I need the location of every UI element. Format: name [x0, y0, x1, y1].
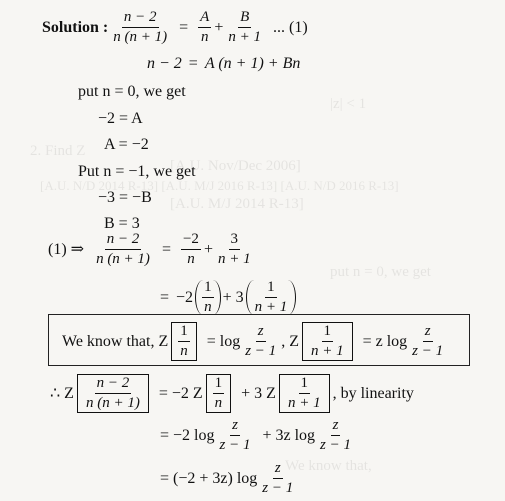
fraction: $\frac{z}{z - 1}$ — [245, 323, 277, 359]
fraction: $\frac{z}{z - 1}$ — [219, 417, 251, 453]
bracket — [206, 374, 232, 413]
ghost-text: |z| < 1 — [330, 96, 367, 112]
equation-line: = (−2 + 3z) log $\frac{z}{z - 1}$ — [160, 460, 294, 496]
parenthesis — [195, 280, 221, 315]
equation-line: = −2 $\frac{1}{n}$ + 3 $\frac{1}{n + 1}$ — [160, 280, 298, 315]
fraction: $\frac{n - 2}{n (n + 1)}$ — [113, 9, 168, 45]
solution-line: Solution : $\frac{n - 2}{n (n + 1)}$ = $\frac{A}{n}$ + $\frac{B}{n + 1}$ ... (1) — [42, 9, 308, 45]
equation-line: B = 3 — [104, 215, 140, 232]
ghost-text: We know that, — [285, 458, 372, 474]
fraction: $\frac{n - 2}{n (n + 1)}$ — [85, 375, 140, 411]
formula-box-content: We know that, Z $\frac{1}{n}$ = log $\frac{z}{z - 1}$ , Z $\frac{1}{n + 1}$ = z log $\frac{z}{z - 1}$ — [62, 323, 444, 359]
equation-line: −3 = −B — [98, 189, 152, 206]
fraction: $\frac{1}{n + 1}$ — [254, 279, 288, 315]
fraction: $\frac{1}{n}$ — [214, 375, 223, 411]
fraction: $\frac{1}{n + 1}$ — [287, 375, 321, 411]
ghost-text: [A.U. Nov/Dec 2006] — [170, 158, 301, 174]
fraction: $\frac{z}{z - 1}$ — [262, 460, 294, 496]
fraction: $\frac{-2}{n}$ — [182, 231, 199, 267]
equation-tag: ... (1) — [272, 18, 308, 36]
text-line: put n = 0, we get — [78, 83, 186, 100]
bracket — [302, 322, 353, 361]
fraction: $\frac{1}{n}$ — [180, 323, 188, 359]
fraction: $\frac{1}{n + 1}$ — [310, 323, 344, 359]
text-line: Put n = −1, we get — [78, 163, 196, 180]
bracket — [279, 374, 330, 413]
bracket — [77, 374, 149, 413]
bracket — [171, 322, 197, 361]
ghost-text: [A.U. M/J 2014 R-13] — [170, 196, 304, 212]
fraction: $\frac{n - 2}{n (n + 1)}$ — [96, 231, 150, 267]
fraction: $\frac{A}{n}$ — [200, 9, 210, 45]
parenthesis — [246, 280, 297, 315]
fraction: $\frac{1}{n}$ — [204, 279, 212, 315]
equation-line: −2 = A — [98, 110, 143, 127]
equation-line: A = −2 — [104, 136, 149, 153]
equation-ref: (1) ⇒ — [48, 240, 85, 258]
ghost-text: 2. Find Z — [30, 143, 86, 159]
fraction: $\frac{B}{n + 1}$ — [228, 9, 261, 45]
ghost-text: [A.U. N/D 2014 R-13] [A.U. M/J 2016 R-13] [A.U. N/D 2016 R-13] — [40, 178, 399, 193]
equation-line: n − 2 = A (n + 1) + Bn — [147, 55, 301, 72]
equation-line: = −2 log $\frac{z}{z - 1}$ + 3z log $\frac{z}{z - 1}$ — [160, 417, 352, 453]
fraction: $\frac{3}{n + 1}$ — [217, 231, 251, 267]
solution-label: Solution : — [42, 18, 109, 36]
fraction: $\frac{z}{z - 1}$ — [320, 417, 352, 453]
fraction: $\frac{z}{z - 1}$ — [412, 323, 444, 359]
ghost-text: put n = 0, we get — [330, 264, 431, 280]
equation-line: (1) ⇒ $\frac{n - 2}{n (n + 1)}$ = $\frac{-2}{n}$ + $\frac{3}{n + 1}$ — [48, 231, 251, 267]
equation-line: ∴ Z $\frac{n - 2}{n (n + 1)}$ = −2 Z $\frac{1}{n}$ + 3 Z $\frac{1}{n + 1}$ , by linearity — [50, 375, 414, 411]
